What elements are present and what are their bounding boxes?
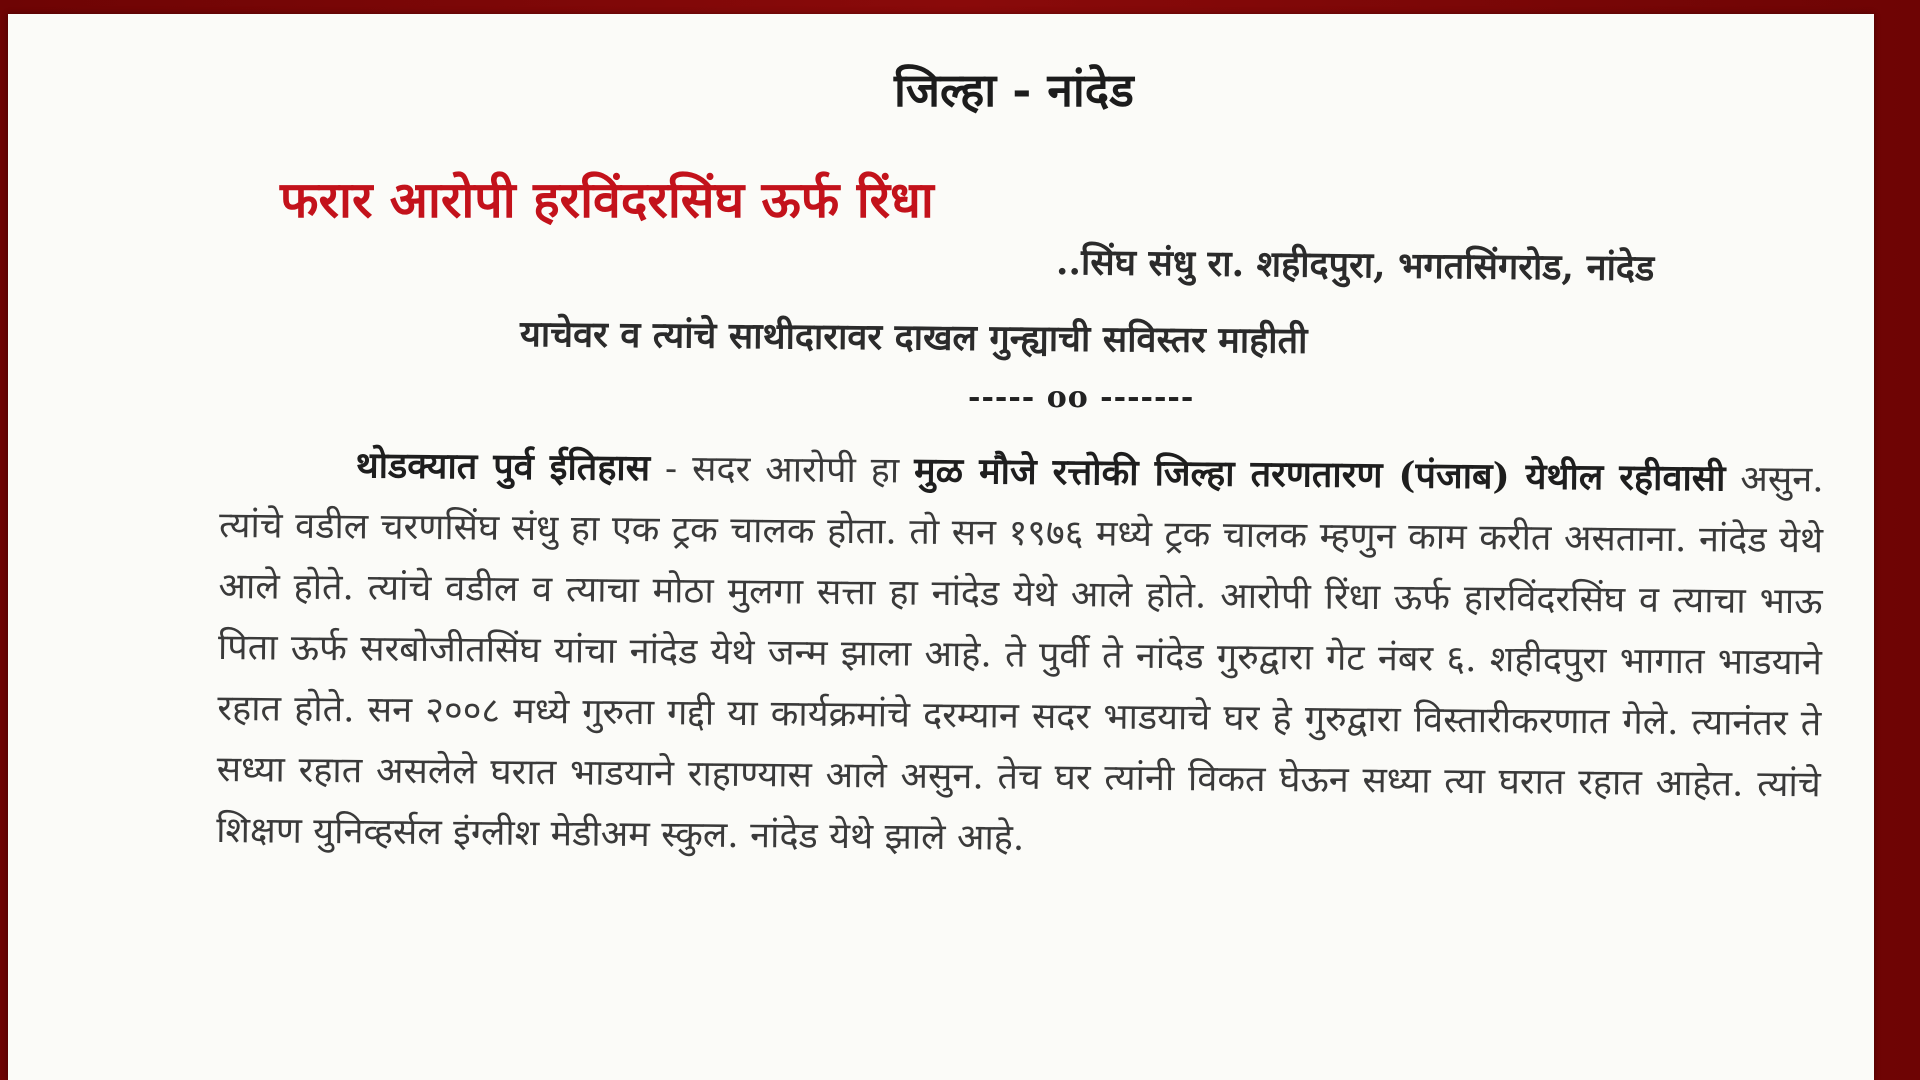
- paragraph-indent: [220, 476, 356, 477]
- subtitle-line-1: ..सिंघ संधु रा. शहीदपुरा, भगतसिंगरोड, नांदेड: [1055, 241, 1655, 290]
- subtitle-line-2: याचेवर व त्यांचे साथीदारावर दाखल गुन्ह्याची सविस्तर माहीती: [519, 313, 1308, 362]
- paragraph-separator: - सदर आरोपी हा: [649, 448, 915, 492]
- section-divider: ----- oo -------: [968, 380, 1195, 415]
- paragraph-origin: मुळ मौजे रत्तोकी जिल्हा तरणतारण (पंजाब) येथील रहीवासी: [913, 449, 1726, 500]
- history-paragraph: [216, 434, 1824, 876]
- district-heading: जिल्हा - नांदेड: [894, 63, 1134, 117]
- paragraph-lead: थोडक्यात पुर्व ईतिहास: [355, 444, 651, 490]
- document-title: फरार आरोपी हरविंदरसिंघ ऊर्फ रिंधा: [280, 170, 934, 229]
- paragraph-text: असुन. त्यांचे वडील चरणसिंघ संधु हा एक ट्रक चालक होता. तो सन १९७६ मध्ये ट्रक चालक म्हणुन काम करीत असताना. नांदेड येथे आले होते. त्यांचे वडील व त्याचा मोठा मुलगा सत्ता हा नांदेड येथे आले होते. आरोपी रिंधा ऊर्फ हारविंदरसिंघ व त्याचा भाऊ पिता ऊर्फ सरबोजीतसिंघ यांचा नांदेड येथे जन्म झाला आहे. ते पुर्वी ते नांदेड गुरुद्वारा गेट नंबर ६. शहीदपुरा भागात भाडयाने रहात होते. सन २००८ मध्ये गुरुता गद्दी या कार्यक्रमांचे दरम्यान सदर भाडयाचे घर हे गुरुद्वारा विस्तारीकरणात गेले. त्यानंतर ते सध्या रहात असलेले घरात भाडयाने राहाण्यास आले असुन. तेच घर त्यांनी विकत घेऊन सध्या त्या घरात रहात आहेत. त्यांचे शिक्षण युनिव्हर्सल इंग्लीश मेडीअम स्कुल. नांदेड येथे झाले आहे.: [215, 458, 1824, 859]
- document-page: [8, 14, 1874, 1080]
